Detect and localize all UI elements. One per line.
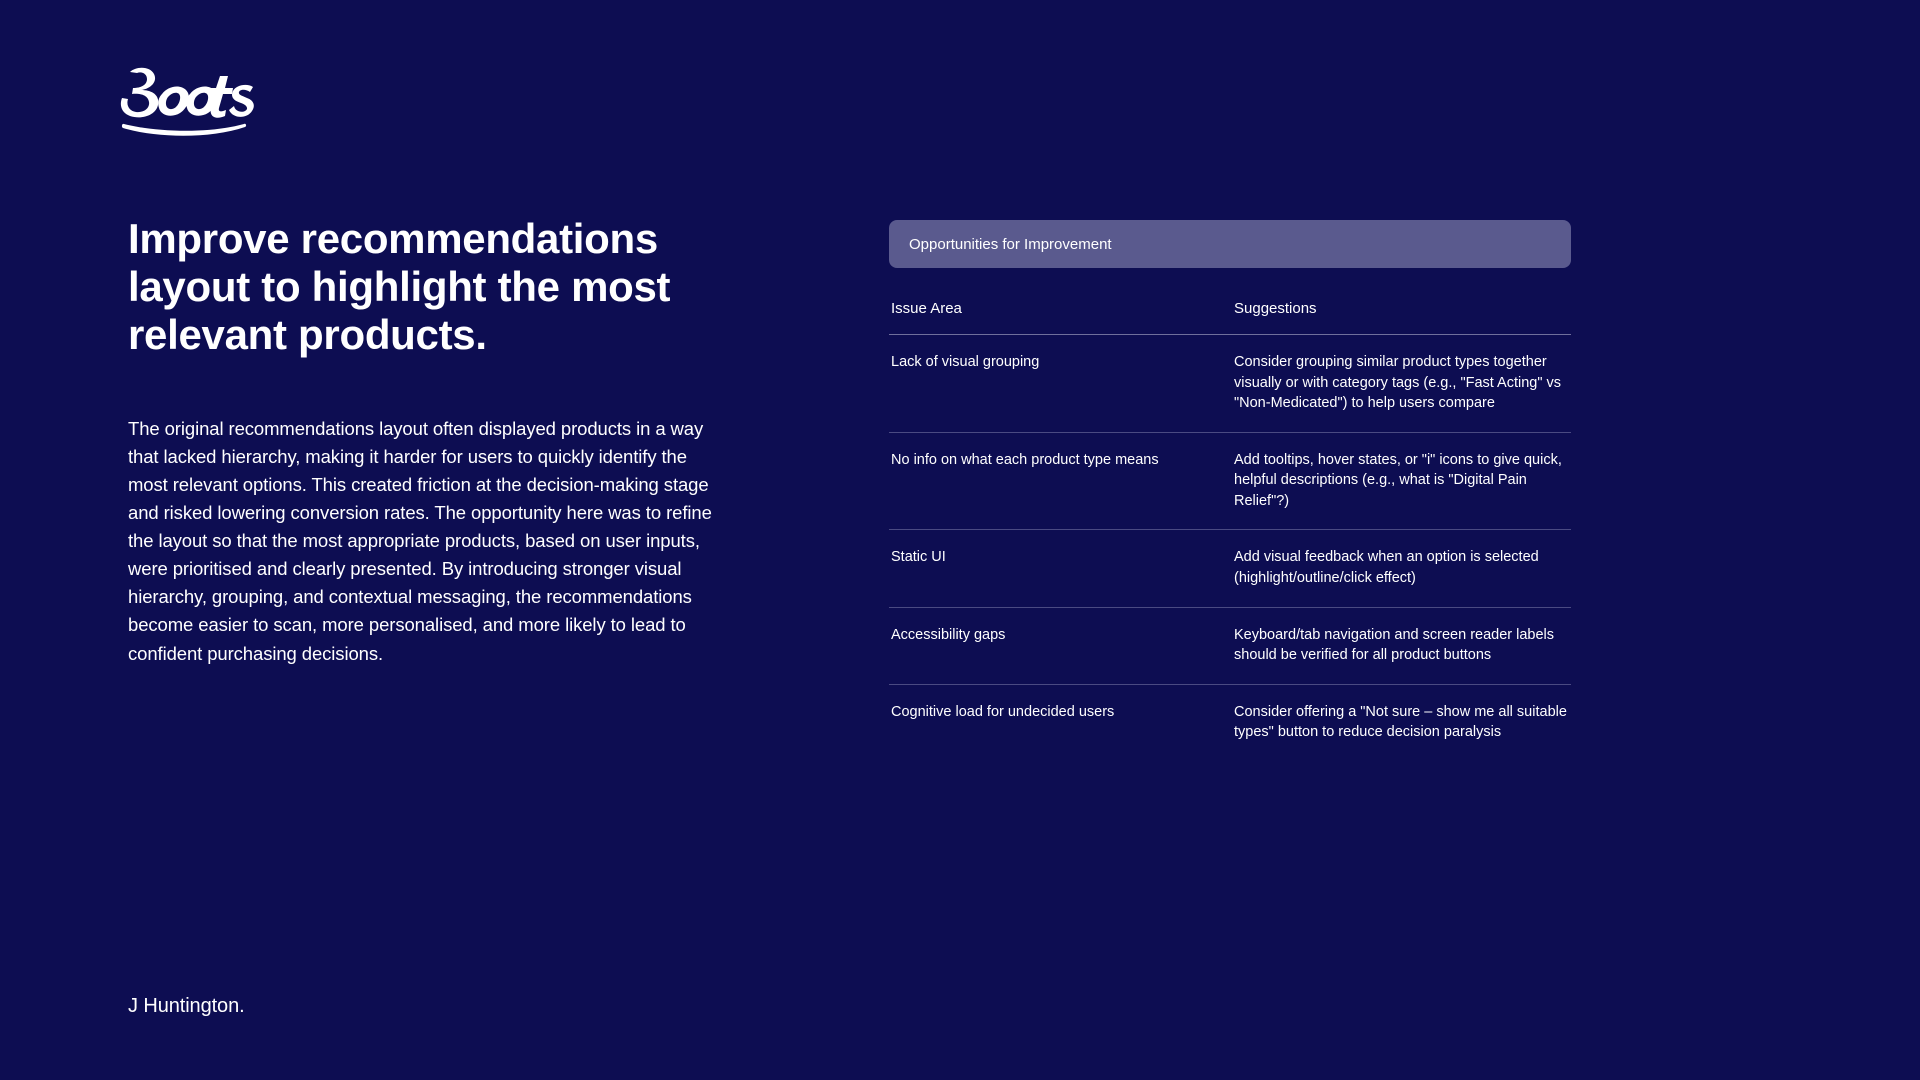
table-row: [889, 608, 1571, 685]
column-header-suggestions: Suggestions: [1234, 300, 1317, 317]
cell-issue-area: Accessibility gaps: [891, 626, 1006, 643]
boots-wordmark-logo: [116, 62, 256, 140]
cell-issue-area: Lack of visual grouping: [891, 354, 1040, 370]
table-row: [889, 335, 1571, 433]
table-row: [889, 685, 1571, 761]
table-row: [889, 530, 1571, 607]
cell-suggestion: Consider offering a "Not sure – show me all suitable types" button to reduce decision paralysis: [1234, 703, 1567, 741]
left-content-column: [128, 215, 718, 668]
body-paragraph: The original recommendations layout often displayed products in a way that lacked hierarchy, making it harder for users to quickly identify the most relevant options. This created friction at the decision-making stage and risked lowering conversion rates. The opportunity here was to refine the layout so that the most appropriate products, based on user inputs, were prioritised and clearly presented. By introducing stronger visual hierarchy, grouping, and contextual messaging, the recommendations become easier to scan, more personalised, and more likely to lead to confident purchasing decisions.: [128, 417, 712, 664]
table-column-headers: [889, 300, 1571, 335]
table-row: [889, 433, 1571, 531]
table-banner-title: Opportunities for Improvement: [909, 235, 1112, 253]
cell-suggestion: Add visual feedback when an option is selected (highlight/outline/click effect): [1234, 549, 1539, 587]
table-banner: [889, 220, 1571, 268]
cell-suggestion: Keyboard/tab navigation and screen reader labels should be verified for all product buttons: [1234, 626, 1555, 664]
opportunities-table: [889, 220, 1571, 761]
cell-issue-area: Cognitive load for undecided users: [891, 703, 1115, 720]
cell-issue-area: No info on what each product type means: [891, 451, 1159, 468]
author-credit: J Huntington.: [128, 995, 245, 1017]
cell-suggestion: Consider grouping similar product types together visually or with category tags (e.g., "Fast Acting" vs "Non-Medicated") to help users compare: [1234, 354, 1562, 412]
page-title: Improve recommendations layout to highlight the most relevant products.: [128, 215, 671, 358]
column-header-issue-area: Issue Area: [891, 300, 962, 317]
cell-suggestion: Add tooltips, hover states, or "i" icons to give quick, helpful descriptions (e.g., what is "Digital Pain Relief"?): [1234, 451, 1562, 509]
cell-issue-area: Static UI: [891, 549, 946, 566]
